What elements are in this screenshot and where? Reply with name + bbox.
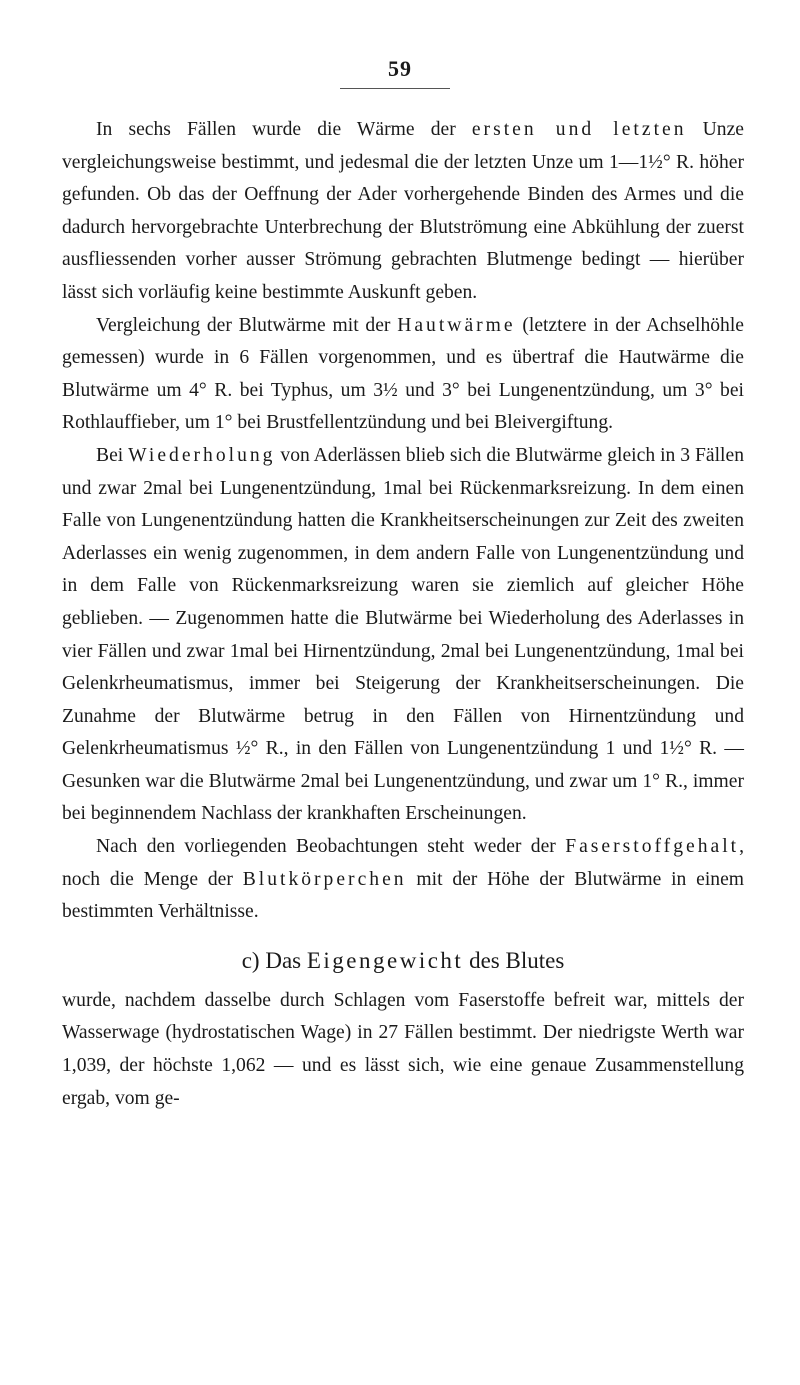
body-text: [62, 114, 744, 1115]
paragraph-skin-warmth: [62, 310, 744, 440]
header-rule: [340, 88, 450, 89]
emphasis-spaced: Hautwärme: [397, 314, 516, 336]
text-segment: , noch die Menge der: [62, 836, 744, 890]
text-segment: mit der Höhe der Blutwärme in einem bestimmten Verhältnisse.: [62, 868, 745, 923]
section-heading: [62, 939, 744, 983]
text-segment: Bei: [96, 444, 129, 466]
heading-spaced-word: Eigengewicht: [306, 947, 464, 973]
text-segment: Nach den vorliegenden Beobachtungen steht weder der: [96, 836, 566, 858]
text-segment: In sechs Fällen wurde die Wärme der: [96, 119, 472, 140]
page-number: 59: [388, 56, 412, 81]
heading-suffix: des Blutes: [463, 947, 565, 973]
paragraph-specific-gravity: wurde, nachdem dasselbe durch Schlagen vom Faserstoffe befreit war, mittels der Wasserwage (hydrostatischen Wage) in 27 Fällen bestimmt. Der niedrigste Werth war 1,039, der höchste 1,062 — und es lässt sich, wie eine genaue Zusammenstellung ergab, vom ge-: [62, 989, 744, 1109]
emphasis-spaced: ersten und letzten: [471, 119, 687, 140]
paragraph-warmth-first-last: [62, 114, 744, 310]
emphasis-spaced: Blutkörperchen: [242, 868, 407, 890]
heading-prefix: c) Das: [241, 947, 307, 973]
emphasis-spaced: Faserstoffgehalt: [565, 836, 740, 858]
text-segment: Vergleichung der Blutwärme mit der: [96, 314, 398, 336]
text-segment: (letztere in der Achselhöhle gemessen) wurde in 6 Fällen vorgenommen, und es übertraf die Hautwärme die Blutwärme um 4° R. bei Typhus, um 3½ und 3° bei Lungenentzündung, um 3° bei Rothlauffieber, um 1° bei Brustfellentzündung und bei Bleivergiftung.: [62, 314, 744, 434]
paragraph-repetition: [62, 440, 744, 831]
paragraph-observations: [62, 831, 744, 929]
text-segment: von Aderlässen blieb sich die Blutwärme gleich in 3 Fällen und zwar 2mal bei Lungenentzündung, 1mal bei Rückenmarksreizung. In dem einen Falle von Lungenentzündung hatten die Krankheitserscheinungen zur Zeit des zweiten Aderlasses ein wenig zugenommen, in dem andern Falle von Lungenentzündung und in dem Falle von Rückenmarksreizung waren sie ziemlich auf gleicher Höhe geblieben. — Zugenommen hatte die Blutwärme bei Wiederholung des Aderlasses in vier Fällen und zwar 1mal bei Hirnentzündung, 2mal bei Lungenentzündung, 1mal bei Gelenkrheumatismus, immer bei Steigerung der Krankheitserscheinungen. Die Zunahme der Blutwärme betrug in den Fällen von Hirnentzündung und Gelenkrheumatismus ½° R., in den Fällen von Lungenentzündung 1 und 1½° R. — Gesunken war die Blutwärme 2mal bei Lungenentzündung, und zwar um 1° R., immer bei beginnendem Nachlass der krankhaften Erscheinungen.: [62, 444, 744, 825]
text-segment: Unze vergleichungsweise bestimmt, und jedesmal die der letzten Unze um 1—1½° R. höher gefunden. Ob das der Oeffnung der Ader vorhergehende Binden des Armes und die dadurch hervorgebrachte Unterbrechung der Blutströmung eine Abkühlung der zuerst ausfliessenden vorher ausser Strömung gebrachten Blutmenge bedingt — hierüber lässt sich vorläufig keine bestimmte Auskunft geben.: [62, 119, 744, 303]
emphasis-spaced: Wiederholung: [128, 444, 276, 466]
